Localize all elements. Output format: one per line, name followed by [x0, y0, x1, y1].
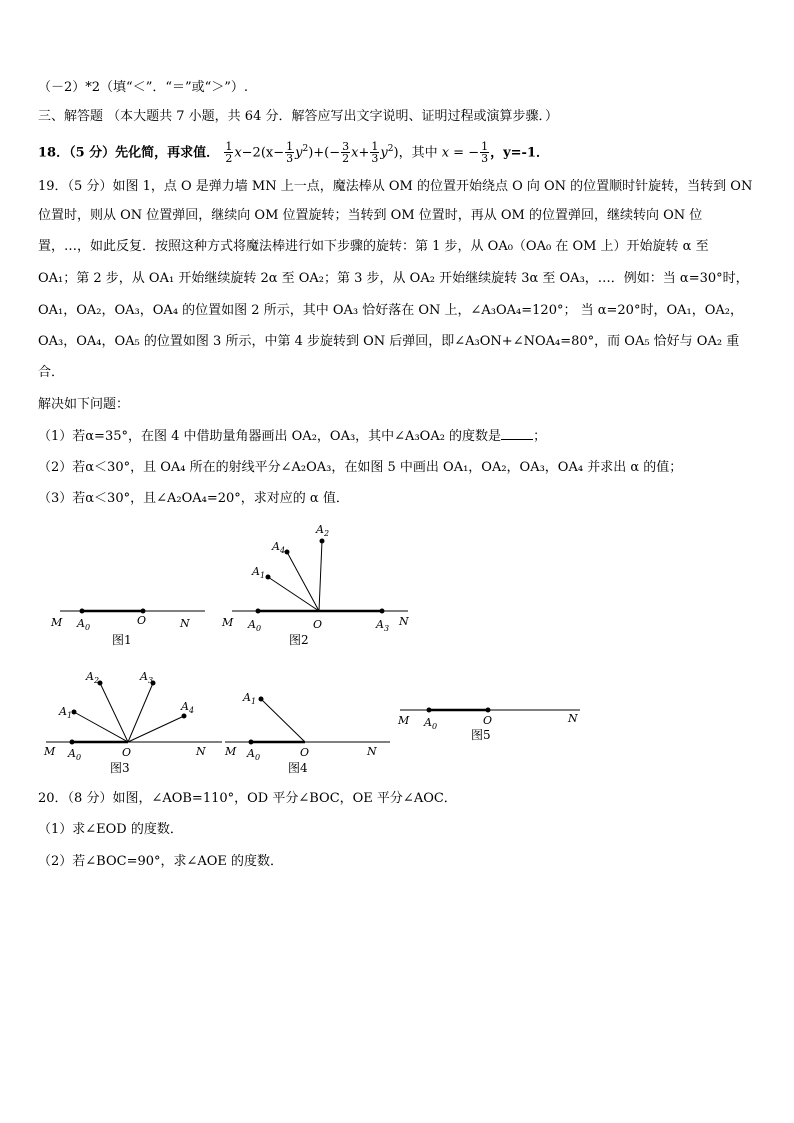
fig2-ray-a2	[319, 541, 322, 611]
fig3-dot-a0	[70, 740, 75, 745]
fig2-label-n: N	[399, 615, 409, 628]
fig3-label-o: O	[122, 746, 132, 759]
fig3-label-a2-sub: 2	[94, 676, 100, 685]
q19-line6: OA₃，OA₄，OA₅ 的位置如图 3 所示，中第 4 步旋转到 ON 后弹回，即∠A₃ON+∠NOA₄=80°，而 OA₅ 恰好与 OA₂ 重	[38, 334, 740, 349]
fig1-label-o: O	[137, 614, 147, 627]
fig3-label-a0-sub: 0	[76, 753, 82, 762]
fig2-label-a3: A	[376, 618, 384, 631]
fig2-dot-a4	[285, 550, 290, 555]
fig1-label-a: A	[77, 617, 85, 630]
fig3-ray-a2	[100, 683, 128, 742]
part-1-end: ；	[533, 429, 547, 444]
fig1-label-n: N	[180, 617, 190, 630]
fig2-label-a1-sub: 1	[260, 571, 266, 580]
line-compare: （－2）*2（填“＜”．“＝”或“＞”）.	[38, 80, 249, 95]
fig3-caption: 图3	[110, 761, 130, 775]
fig2-label-a2-sub: 2	[324, 529, 330, 538]
fig2-label-m: M	[222, 616, 234, 629]
math-y: y	[295, 145, 303, 161]
fig4-label-m: M	[225, 745, 237, 758]
q18-y: ，y=-1．	[490, 145, 549, 161]
fig2-label-a3-sub: 3	[384, 624, 390, 633]
fig2-label-a0-sub: 0	[256, 624, 262, 633]
fig5-label-a0-sub: 0	[432, 722, 438, 731]
fig4-label-a0: A	[247, 747, 255, 760]
fig1-label-m: M	[51, 616, 63, 629]
fig5-label-o: O	[483, 714, 493, 727]
math-x2: x+	[351, 145, 370, 161]
math-x-eq: x = −	[441, 145, 480, 161]
fig3-label-n: N	[196, 745, 206, 758]
fig4-label-o: O	[300, 746, 310, 759]
frac-three-halves: $\frac{3}{2}$	[342, 140, 350, 166]
part-2: （2）若α＜30°，且 OA₄ 所在的射线平分∠A₂OA₃，在如图 5 中画出 OA₁，OA₂，OA₃，OA₄ 并求出 α 的值；	[38, 460, 683, 475]
fig5-label-m: M	[398, 714, 410, 727]
q19-line4: OA₁；第 2 步，从 OA₁ 开始继续旋转 2α 至 OA₂；第 3 步，从 OA₂ 开始继续旋转 3α 至 OA₃，…．例如：当 α=30°时，	[38, 271, 749, 286]
fig1-dot-a0	[80, 609, 85, 614]
fig2-dot-a2	[320, 539, 325, 544]
question-18: 18．（5 分）先化简，再求值． $\frac{1}{2}$ x−2(x− $\frac{1}{3}$ $y^2)+(-$ $\frac{3}{2}$ x+ $\frac{1}{3}$ $y^2$)，其中 x = − $\frac{1}{3}$ ，y=-1．	[38, 140, 549, 166]
fig3-dot-a4	[182, 714, 187, 719]
fig2-label-a0: A	[248, 618, 256, 631]
q19-line1: 19．（5 分）如图 1，点 O 是弹力墙 MN 上一点，魔法棒从 OM 的位置开始绕点 O 向 ON 的位置顺时针旋转，当转到 ON	[38, 179, 753, 194]
part-1-text: （1）若α=35°，在图 4 中借助量角器画出 OA₂，OA₃，其中∠A₃OA₂ 的度数是	[38, 429, 502, 444]
fig4-ray-a1	[261, 699, 305, 742]
fig4-caption: 图4	[288, 761, 308, 775]
fig4-label-a1-sub: 1	[251, 697, 257, 706]
fig2-dot-a1	[266, 575, 271, 580]
fig3-label-a4: A	[181, 700, 189, 713]
fig1-caption: 图1	[112, 633, 132, 647]
fig4-label-n: N	[367, 745, 377, 758]
q19-line2: 位置时，则从 ON 位置弹回，继续向 OM 位置旋转；当转到 OM 位置时，再从 OM 的位置弹回，继续转向 ON 位	[38, 208, 703, 223]
fig5-label-a0: A	[424, 716, 432, 729]
fig3-label-m: M	[44, 745, 56, 758]
math-close: )	[393, 145, 399, 161]
frac-half: $\frac{1}{2}$	[225, 140, 233, 166]
fig1-label-a-sub: 0	[85, 623, 91, 632]
q19-line5: OA₁，OA₂，OA₃，OA₄ 的位置如图 2 所示，其中 OA₃ 恰好落在 ON 上，∠A₃OA₄=120°； 当 α=20°时，OA₁，OA₂，	[38, 303, 743, 318]
fig3-label-a0: A	[68, 747, 76, 760]
q20-part-1: （1）求∠EOD 的度数．	[38, 822, 183, 837]
fig2-ray-a1	[268, 577, 319, 611]
section-heading: 三、解答题 （本大题共 7 小题，共 64 分．解答应写出文字说明、证明过程或演算步骤．）	[38, 109, 558, 124]
fig2-ray-a4	[287, 552, 319, 611]
fig2-label-a2: A	[316, 523, 324, 536]
fig2-caption: 图2	[289, 633, 309, 647]
fig3-label-a4-sub: 4	[189, 706, 195, 715]
frac-third-2: $\frac{1}{3}$	[371, 140, 379, 166]
solve-heading: 解决如下问题：	[38, 397, 130, 412]
frac-third: $\frac{1}{3}$	[286, 140, 294, 166]
fig5-dot-o	[486, 708, 491, 713]
fig2-label-a4-sub: 4	[280, 546, 286, 555]
frac-x-val: $\frac{1}{3}$	[481, 140, 489, 166]
fig2-label-o: O	[313, 618, 323, 631]
fig3-ray-a1	[74, 712, 128, 742]
fig5-label-n: N	[568, 712, 578, 725]
fig3-label-a3-sub: 3	[148, 676, 154, 685]
fig3-ray-a3	[128, 683, 153, 742]
fig5-caption: 图5	[471, 728, 491, 742]
q18-tail: ，其中	[398, 145, 438, 161]
fig5-dot-a0	[427, 708, 432, 713]
math-part2: )+(−	[308, 145, 341, 161]
math-x: x	[234, 145, 242, 161]
q19-line7: 合．	[38, 365, 65, 380]
fig1-dot-o	[141, 609, 146, 614]
fig4-label-a1: A	[243, 691, 251, 704]
fig2-dot-a0	[256, 609, 261, 614]
fig2-label-a4: A	[272, 540, 280, 553]
fig2-label-a1: A	[252, 565, 260, 578]
fig3-ray-a4	[128, 716, 184, 742]
math-part: −2(x−	[241, 145, 285, 161]
fig3-dot-a1	[72, 710, 77, 715]
math-y2: y	[380, 145, 388, 161]
fig3-label-a2: A	[86, 670, 94, 683]
fig4-dot-a0	[249, 740, 254, 745]
fig3-label-a1-sub: 1	[67, 711, 73, 720]
fig3-label-a1: A	[59, 705, 67, 718]
part-3: （3）若α＜30°，且∠A₂OA₄=20°，求对应的 α 值．	[38, 491, 349, 506]
question-20: 20．（8 分）如图，∠AOB=110°，OD 平分∠BOC，OE 平分∠AOC．	[38, 791, 457, 806]
fig4-dot-a1	[259, 697, 264, 702]
fig3-label-a3: A	[140, 670, 148, 683]
fig2-dot-a3	[380, 609, 385, 614]
q18-head: 18．（5 分）先化简，再求值．	[38, 145, 220, 161]
q20-part-2: （2）若∠BOC=90°，求∠AOE 的度数．	[38, 854, 284, 869]
fig4-label-a0-sub: 0	[255, 753, 261, 762]
q19-line3: 置，…，如此反复．按照这种方式将魔法棒进行如下步骤的旋转：第 1 步，从 OA₀（OA₀ 在 OM 上）开始旋转 α 至	[38, 239, 709, 254]
